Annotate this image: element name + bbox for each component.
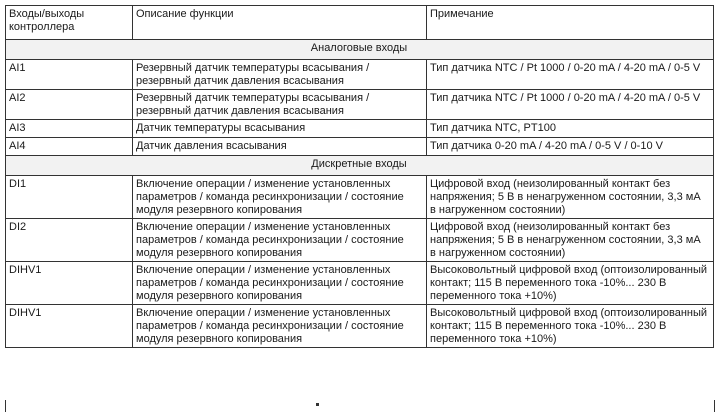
description-cell: Включение операции / изменение установленных параметров / команда ресинхронизации / состояние модуля резервного копирования [133, 262, 427, 305]
io-cell: AI1 [6, 60, 133, 90]
io-cell: AI2 [6, 90, 133, 120]
io-cell: AI3 [6, 120, 133, 138]
table-row [6, 219, 714, 262]
section-row-analog [6, 40, 714, 60]
table-row [6, 176, 714, 219]
table-row [6, 262, 714, 305]
io-cell: DIHV1 [6, 305, 133, 348]
io-cell: DI1 [6, 176, 133, 219]
section-row-discrete [6, 156, 714, 176]
cut-off-glyph [316, 403, 319, 406]
section-title-analog: Аналоговые входы [6, 40, 714, 60]
table-row [6, 138, 714, 156]
note-cell: Тип датчика 0-20 mA / 4-20 mA / 0-5 V / 0-10 V [427, 138, 714, 156]
table-continuation [5, 400, 715, 412]
description-cell: Датчик давления всасывания [133, 138, 427, 156]
description-cell: Резервный датчик температуры всасывания / резервный датчик давления всасывания [133, 90, 427, 120]
header-row [6, 6, 714, 40]
header-io: Входы/выходы контроллера [6, 6, 133, 40]
note-cell: Высоковольтный цифровой вход (оптоизолированный контакт; 115 В переменного тока -10%... 230 В переменного тока +10%) [427, 262, 714, 305]
table-row [6, 120, 714, 138]
note-cell: Цифровой вход (неизолированный контакт без напряжения; 5 В в ненагруженном состоянии, 3,3 мА в нагруженном состоянии) [427, 219, 714, 262]
section-title-discrete: Дискретные входы [6, 156, 714, 176]
description-cell: Включение операции / изменение установленных параметров / команда ресинхронизации / состояние модуля резервного копирования [133, 176, 427, 219]
note-cell: Тип датчика NTC / Pt 1000 / 0-20 mA / 4-20 mA / 0-5 V [427, 60, 714, 90]
description-cell: Включение операции / изменение установленных параметров / команда ресинхронизации / состояние модуля резервного копирования [133, 305, 427, 348]
note-cell: Тип датчика NTC / Pt 1000 / 0-20 mA / 4-20 mA / 0-5 V [427, 90, 714, 120]
note-cell: Цифровой вход (неизолированный контакт без напряжения; 5 В в ненагруженном состоянии, 3,3 мА в нагруженном состоянии) [427, 176, 714, 219]
note-cell: Тип датчика NTC, PT100 [427, 120, 714, 138]
description-cell: Резервный датчик температуры всасывания / резервный датчик давления всасывания [133, 60, 427, 90]
table-row [6, 90, 714, 120]
description-cell: Включение операции / изменение установленных параметров / команда ресинхронизации / состояние модуля резервного копирования [133, 219, 427, 262]
io-cell: DIHV1 [6, 262, 133, 305]
table-row [6, 60, 714, 90]
description-cell: Датчик температуры всасывания [133, 120, 427, 138]
header-note: Примечание [427, 6, 714, 40]
io-cell: DI2 [6, 219, 133, 262]
table-row [6, 305, 714, 348]
controller-io-table [5, 5, 714, 348]
io-cell: AI4 [6, 138, 133, 156]
note-cell: Высоковольтный цифровой вход (оптоизолированный контакт; 115 В переменного тока -10%... 230 В переменного тока +10%) [427, 305, 714, 348]
header-description: Описание функции [133, 6, 427, 40]
